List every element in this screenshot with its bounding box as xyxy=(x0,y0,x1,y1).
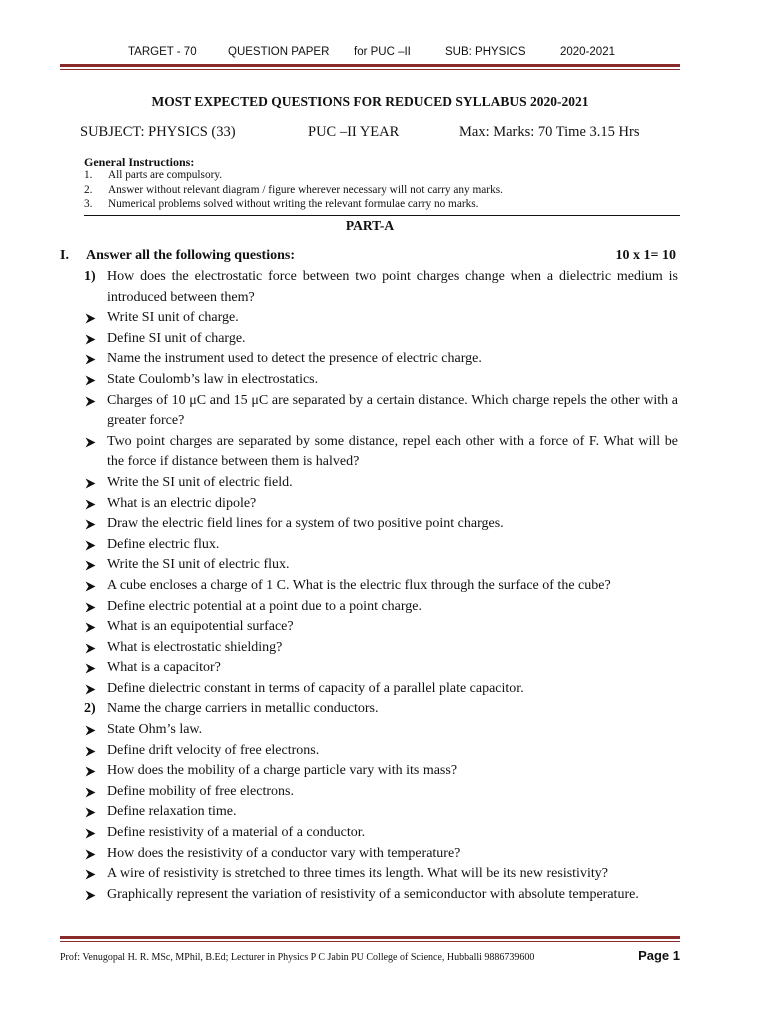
question-item xyxy=(84,802,678,823)
question-item xyxy=(84,638,678,659)
instruction-text: All parts are compulsory. xyxy=(108,169,223,181)
question-text: How does the electrostatic force between two point charges change when a dielectric medium is introduced between them? xyxy=(107,269,678,305)
question-text: Define SI unit of charge. xyxy=(107,330,246,346)
question-text: State Ohm’s law. xyxy=(107,722,203,738)
arrow-bullet-icon xyxy=(85,766,96,777)
section-text: Answer all the following questions: xyxy=(86,248,295,263)
question-text: A wire of resistivity is stretched to three times its length. What will be its new resistivity? xyxy=(107,866,608,882)
question-item xyxy=(84,349,678,370)
arrow-bullet-icon xyxy=(85,478,96,489)
question-text: Define relaxation time. xyxy=(107,804,237,820)
instruction-item xyxy=(84,168,503,183)
question-item xyxy=(84,844,678,865)
header-divider xyxy=(60,64,680,70)
arrow-bullet-icon xyxy=(85,581,96,592)
question-item xyxy=(84,720,678,741)
marks-time-label: Max: Marks: 70 Time 3.15 Hrs xyxy=(459,124,640,140)
arrow-bullet-icon xyxy=(85,787,96,798)
page-footer xyxy=(60,948,680,963)
question-list xyxy=(84,267,678,905)
question-text: Write the SI unit of electric field. xyxy=(107,474,293,490)
question-text: Two point charges are separated by some distance, repel each other with a force of F. What will be the force if distance between them is halved? xyxy=(107,433,678,470)
footer-credit: Prof: Venugopal H. R. MSc, MPhil, B.Ed; Lecturer in Physics P C Jabin PU College of Science, Hubballi 9886739600 xyxy=(60,952,535,963)
question-text: A cube encloses a charge of 1 C. What is the electric flux through the surface of the cube? xyxy=(107,577,611,593)
arrow-bullet-icon xyxy=(85,540,96,551)
section-marks: 10 x 1= 10 xyxy=(615,248,676,263)
instruction-text: Numerical problems solved without writing the relevant formulae carry no marks. xyxy=(108,198,479,210)
question-item xyxy=(84,494,678,515)
question-text: Define dielectric constant in terms of capacity of a parallel plate capacitor. xyxy=(107,680,524,696)
question-text: Name the charge carriers in metallic conductors. xyxy=(107,701,379,717)
question-text: Graphically represent the variation of resistivity of a semiconductor with absolute temperature. xyxy=(107,886,639,902)
question-item xyxy=(84,267,678,308)
question-item xyxy=(84,370,678,391)
question-text: How does the resistivity of a conductor vary with temperature? xyxy=(107,845,461,861)
arrow-bullet-icon xyxy=(85,334,96,345)
question-text: Name the instrument used to detect the presence of electric charge. xyxy=(107,351,482,367)
question-item xyxy=(84,597,678,618)
question-text: Draw the electric field lines for a system of two positive point charges. xyxy=(107,516,504,532)
question-text: Define resistivity of a material of a conductor. xyxy=(107,825,366,841)
question-number: 2) xyxy=(84,701,96,717)
part-heading: PART-A xyxy=(345,218,395,233)
question-item xyxy=(84,823,678,844)
instruction-item xyxy=(84,183,503,198)
section-number: I. xyxy=(60,248,69,263)
question-item xyxy=(84,432,678,473)
instruction-item xyxy=(84,197,503,212)
instruction-number: 2. xyxy=(84,183,93,196)
question-item xyxy=(84,391,678,432)
arrow-bullet-icon xyxy=(85,396,96,407)
arrow-bullet-icon xyxy=(85,499,96,510)
instruction-number: 3. xyxy=(84,198,93,210)
year-label: PUC –II YEAR xyxy=(308,124,400,140)
footer-divider xyxy=(60,936,680,942)
question-text: Define electric flux. xyxy=(107,536,220,552)
question-item xyxy=(84,329,678,350)
arrow-bullet-icon xyxy=(85,437,96,448)
section-heading xyxy=(60,248,676,264)
arrow-bullet-icon xyxy=(85,684,96,695)
question-item xyxy=(84,535,678,556)
question-text: State Coulomb’s law in electrostatics. xyxy=(107,371,319,387)
question-item xyxy=(84,555,678,576)
question-text: What is a capacitor? xyxy=(107,660,221,676)
question-item xyxy=(84,617,678,638)
question-text: What is an equipotential surface? xyxy=(107,619,294,635)
instructions-list xyxy=(84,168,503,212)
instructions-heading: General Instructions: xyxy=(84,155,195,169)
subject-label: SUBJECT: PHYSICS (33) xyxy=(80,124,236,140)
question-text: Define electric potential at a point due to a point charge. xyxy=(107,598,423,614)
question-text: What is electrostatic shielding? xyxy=(107,639,283,655)
question-item xyxy=(84,658,678,679)
question-item xyxy=(84,761,678,782)
instruction-text: Answer without relevant diagram / figure wherever necessary will not carry any marks. xyxy=(108,183,503,196)
header-subject: SUB: PHYSICS xyxy=(445,46,526,58)
arrow-bullet-icon xyxy=(85,828,96,839)
question-item xyxy=(84,782,678,803)
question-item xyxy=(84,514,678,535)
arrow-bullet-icon xyxy=(85,725,96,736)
question-text: Write SI unit of charge. xyxy=(107,310,239,326)
page-header xyxy=(60,44,680,64)
instruction-number: 1. xyxy=(84,169,93,181)
arrow-bullet-icon xyxy=(85,602,96,613)
page-title: MOST EXPECTED QUESTIONS FOR REDUCED SYLLABUS 2020-2021 xyxy=(151,94,589,109)
question-text: Define mobility of free electrons. xyxy=(107,783,294,799)
arrow-bullet-icon xyxy=(85,622,96,633)
question-text: How does the mobility of a charge particle vary with its mass? xyxy=(107,763,458,779)
question-item xyxy=(84,679,678,700)
arrow-bullet-icon xyxy=(85,375,96,386)
instructions-divider xyxy=(84,215,680,216)
arrow-bullet-icon xyxy=(85,519,96,530)
question-number: 1) xyxy=(84,269,96,284)
header-for: for PUC –II xyxy=(354,46,411,58)
arrow-bullet-icon xyxy=(85,869,96,880)
arrow-bullet-icon xyxy=(85,643,96,654)
arrow-bullet-icon xyxy=(85,560,96,571)
question-item xyxy=(84,741,678,762)
question-text: What is an electric dipole? xyxy=(107,495,257,511)
question-item xyxy=(84,699,678,720)
question-item xyxy=(84,576,678,597)
question-item xyxy=(84,864,678,885)
question-item xyxy=(84,885,678,906)
question-text: Define drift velocity of free electrons. xyxy=(107,742,320,758)
arrow-bullet-icon xyxy=(85,746,96,757)
question-text: Write the SI unit of electric flux. xyxy=(107,557,290,573)
question-item xyxy=(84,473,678,494)
arrow-bullet-icon xyxy=(85,849,96,860)
header-target: TARGET - 70 xyxy=(128,46,197,58)
question-text: Charges of 10 μC and 15 μC are separated by a certain distance. Which charge repels the other with a greater force? xyxy=(107,392,678,429)
arrow-bullet-icon xyxy=(85,890,96,901)
arrow-bullet-icon xyxy=(85,354,96,365)
arrow-bullet-icon xyxy=(85,313,96,324)
question-item xyxy=(84,308,678,329)
arrow-bullet-icon xyxy=(85,807,96,818)
arrow-bullet-icon xyxy=(85,663,96,674)
page-number: Page 1 xyxy=(638,948,680,963)
section-label xyxy=(60,248,295,264)
header-year: 2020-2021 xyxy=(560,46,615,58)
header-paper: QUESTION PAPER xyxy=(228,46,330,58)
